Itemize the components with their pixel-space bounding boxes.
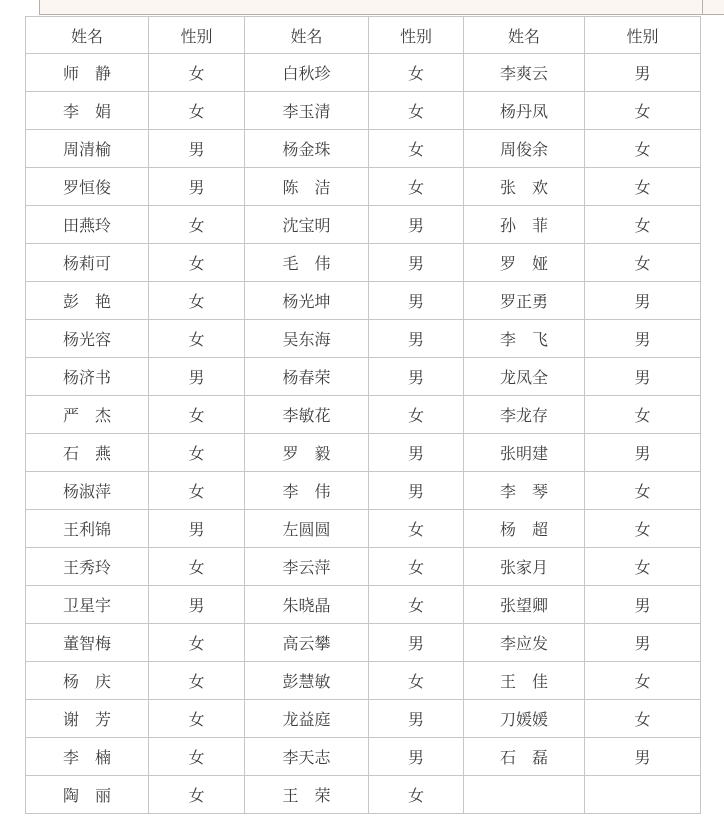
table-row bbox=[26, 92, 701, 130]
gender-cell: 女 bbox=[149, 434, 245, 472]
header-name-2: 姓名 bbox=[245, 17, 369, 54]
name-cell: 李 娟 bbox=[26, 92, 149, 130]
gender-cell: 女 bbox=[149, 700, 245, 738]
name-cell: 龙凤全 bbox=[464, 358, 585, 396]
gender-cell: 女 bbox=[585, 548, 701, 586]
name-cell: 龙益庭 bbox=[245, 700, 369, 738]
name-cell: 周清榆 bbox=[26, 130, 149, 168]
name-cell: 周俊余 bbox=[464, 130, 585, 168]
name-cell: 王利锦 bbox=[26, 510, 149, 548]
name-cell: 高云攀 bbox=[245, 624, 369, 662]
name-cell: 王 佳 bbox=[464, 662, 585, 700]
name-cell: 李敏花 bbox=[245, 396, 369, 434]
name-cell: 罗 娅 bbox=[464, 244, 585, 282]
name-cell: 杨济书 bbox=[26, 358, 149, 396]
gender-cell: 男 bbox=[369, 472, 464, 510]
gender-cell: 女 bbox=[149, 282, 245, 320]
name-cell: 杨春荣 bbox=[245, 358, 369, 396]
gender-cell: 女 bbox=[149, 472, 245, 510]
name-cell: 彭慧敏 bbox=[245, 662, 369, 700]
gender-cell: 男 bbox=[369, 358, 464, 396]
gender-cell: 女 bbox=[149, 54, 245, 92]
gender-cell: 女 bbox=[369, 510, 464, 548]
top-strip-divider bbox=[702, 0, 703, 14]
table-row bbox=[26, 434, 701, 472]
name-cell: 张明建 bbox=[464, 434, 585, 472]
table-row bbox=[26, 244, 701, 282]
header-row bbox=[26, 17, 701, 54]
name-cell: 卫星宇 bbox=[26, 586, 149, 624]
table-row bbox=[26, 510, 701, 548]
name-cell: 陈 洁 bbox=[245, 168, 369, 206]
gender-cell: 男 bbox=[585, 738, 701, 776]
top-border-strip bbox=[39, 0, 724, 15]
name-cell: 杨莉可 bbox=[26, 244, 149, 282]
gender-cell: 男 bbox=[585, 358, 701, 396]
name-cell: 刀媛媛 bbox=[464, 700, 585, 738]
name-cell: 李云萍 bbox=[245, 548, 369, 586]
gender-cell: 男 bbox=[585, 282, 701, 320]
table-row bbox=[26, 624, 701, 662]
name-cell: 杨光坤 bbox=[245, 282, 369, 320]
gender-cell: 女 bbox=[369, 92, 464, 130]
name-cell: 严 杰 bbox=[26, 396, 149, 434]
gender-cell: 男 bbox=[369, 320, 464, 358]
gender-cell: 男 bbox=[149, 358, 245, 396]
name-cell: 左圆圆 bbox=[245, 510, 369, 548]
header-gender-2: 性别 bbox=[369, 17, 464, 54]
gender-cell: 男 bbox=[585, 54, 701, 92]
gender-cell bbox=[585, 776, 701, 814]
table-body bbox=[26, 54, 701, 814]
table-row bbox=[26, 54, 701, 92]
name-cell: 李天志 bbox=[245, 738, 369, 776]
gender-cell: 男 bbox=[585, 586, 701, 624]
table-row bbox=[26, 700, 701, 738]
gender-cell: 女 bbox=[585, 92, 701, 130]
gender-cell: 女 bbox=[369, 130, 464, 168]
name-cell: 杨丹凤 bbox=[464, 92, 585, 130]
name-cell: 朱晓晶 bbox=[245, 586, 369, 624]
gender-cell: 男 bbox=[369, 244, 464, 282]
name-cell: 杨 超 bbox=[464, 510, 585, 548]
name-cell: 罗正勇 bbox=[464, 282, 585, 320]
gender-cell: 女 bbox=[149, 396, 245, 434]
gender-cell: 女 bbox=[585, 396, 701, 434]
name-cell: 王 荣 bbox=[245, 776, 369, 814]
table-row bbox=[26, 738, 701, 776]
gender-cell: 女 bbox=[369, 776, 464, 814]
gender-cell: 女 bbox=[149, 738, 245, 776]
name-cell: 杨淑萍 bbox=[26, 472, 149, 510]
name-cell: 罗恒俊 bbox=[26, 168, 149, 206]
name-cell: 石 磊 bbox=[464, 738, 585, 776]
gender-cell: 女 bbox=[149, 548, 245, 586]
table-row bbox=[26, 320, 701, 358]
gender-cell: 女 bbox=[149, 624, 245, 662]
gender-cell: 女 bbox=[149, 320, 245, 358]
gender-cell: 男 bbox=[369, 434, 464, 472]
name-cell: 陶 丽 bbox=[26, 776, 149, 814]
gender-roster-table bbox=[25, 16, 701, 814]
name-cell: 毛 伟 bbox=[245, 244, 369, 282]
name-cell bbox=[464, 776, 585, 814]
name-cell: 李 伟 bbox=[245, 472, 369, 510]
gender-cell: 女 bbox=[585, 130, 701, 168]
table-row bbox=[26, 206, 701, 244]
table-row bbox=[26, 472, 701, 510]
name-cell: 李应发 bbox=[464, 624, 585, 662]
gender-cell: 女 bbox=[585, 168, 701, 206]
name-cell: 田燕玲 bbox=[26, 206, 149, 244]
table-row bbox=[26, 358, 701, 396]
gender-cell: 女 bbox=[149, 662, 245, 700]
name-cell: 李 楠 bbox=[26, 738, 149, 776]
gender-cell: 男 bbox=[369, 624, 464, 662]
gender-cell: 男 bbox=[149, 510, 245, 548]
name-cell: 彭 艳 bbox=[26, 282, 149, 320]
table-row bbox=[26, 586, 701, 624]
name-cell: 沈宝明 bbox=[245, 206, 369, 244]
name-cell: 李龙存 bbox=[464, 396, 585, 434]
name-cell: 张望卿 bbox=[464, 586, 585, 624]
gender-cell: 女 bbox=[369, 54, 464, 92]
gender-cell: 女 bbox=[369, 586, 464, 624]
name-cell: 张家月 bbox=[464, 548, 585, 586]
name-cell: 罗 毅 bbox=[245, 434, 369, 472]
header-name-1: 姓名 bbox=[26, 17, 149, 54]
name-cell: 谢 芳 bbox=[26, 700, 149, 738]
name-cell: 师 静 bbox=[26, 54, 149, 92]
gender-cell: 女 bbox=[149, 92, 245, 130]
gender-cell: 男 bbox=[149, 130, 245, 168]
table-row bbox=[26, 130, 701, 168]
gender-cell: 女 bbox=[369, 396, 464, 434]
table-row bbox=[26, 776, 701, 814]
gender-cell: 女 bbox=[585, 662, 701, 700]
gender-cell: 女 bbox=[369, 548, 464, 586]
name-cell: 孙 菲 bbox=[464, 206, 585, 244]
gender-cell: 男 bbox=[369, 282, 464, 320]
name-cell: 李玉清 bbox=[245, 92, 369, 130]
name-cell: 杨金珠 bbox=[245, 130, 369, 168]
header-name-3: 姓名 bbox=[464, 17, 585, 54]
name-cell: 石 燕 bbox=[26, 434, 149, 472]
gender-cell: 女 bbox=[585, 206, 701, 244]
name-cell: 杨 庆 bbox=[26, 662, 149, 700]
table-row bbox=[26, 396, 701, 434]
table-row bbox=[26, 548, 701, 586]
gender-cell: 男 bbox=[369, 700, 464, 738]
header-gender-3: 性别 bbox=[585, 17, 701, 54]
name-cell: 吴东海 bbox=[245, 320, 369, 358]
gender-cell: 男 bbox=[149, 168, 245, 206]
gender-cell: 女 bbox=[149, 776, 245, 814]
table-row bbox=[26, 168, 701, 206]
name-cell: 李 琴 bbox=[464, 472, 585, 510]
gender-cell: 男 bbox=[585, 434, 701, 472]
gender-cell: 女 bbox=[369, 168, 464, 206]
table-header bbox=[26, 17, 701, 54]
gender-cell: 女 bbox=[585, 700, 701, 738]
gender-cell: 男 bbox=[149, 586, 245, 624]
gender-cell: 男 bbox=[369, 206, 464, 244]
name-cell: 杨光容 bbox=[26, 320, 149, 358]
header-gender-1: 性别 bbox=[149, 17, 245, 54]
gender-cell: 女 bbox=[585, 510, 701, 548]
name-cell: 李 飞 bbox=[464, 320, 585, 358]
name-cell: 李爽云 bbox=[464, 54, 585, 92]
gender-cell: 女 bbox=[585, 244, 701, 282]
name-cell: 王秀玲 bbox=[26, 548, 149, 586]
table-row bbox=[26, 282, 701, 320]
name-cell: 张 欢 bbox=[464, 168, 585, 206]
gender-cell: 男 bbox=[585, 320, 701, 358]
gender-cell: 女 bbox=[369, 662, 464, 700]
gender-cell: 男 bbox=[585, 624, 701, 662]
table-row bbox=[26, 662, 701, 700]
name-cell: 白秋珍 bbox=[245, 54, 369, 92]
name-cell: 董智梅 bbox=[26, 624, 149, 662]
gender-cell: 男 bbox=[369, 738, 464, 776]
gender-cell: 女 bbox=[149, 244, 245, 282]
gender-cell: 女 bbox=[585, 472, 701, 510]
gender-cell: 女 bbox=[149, 206, 245, 244]
